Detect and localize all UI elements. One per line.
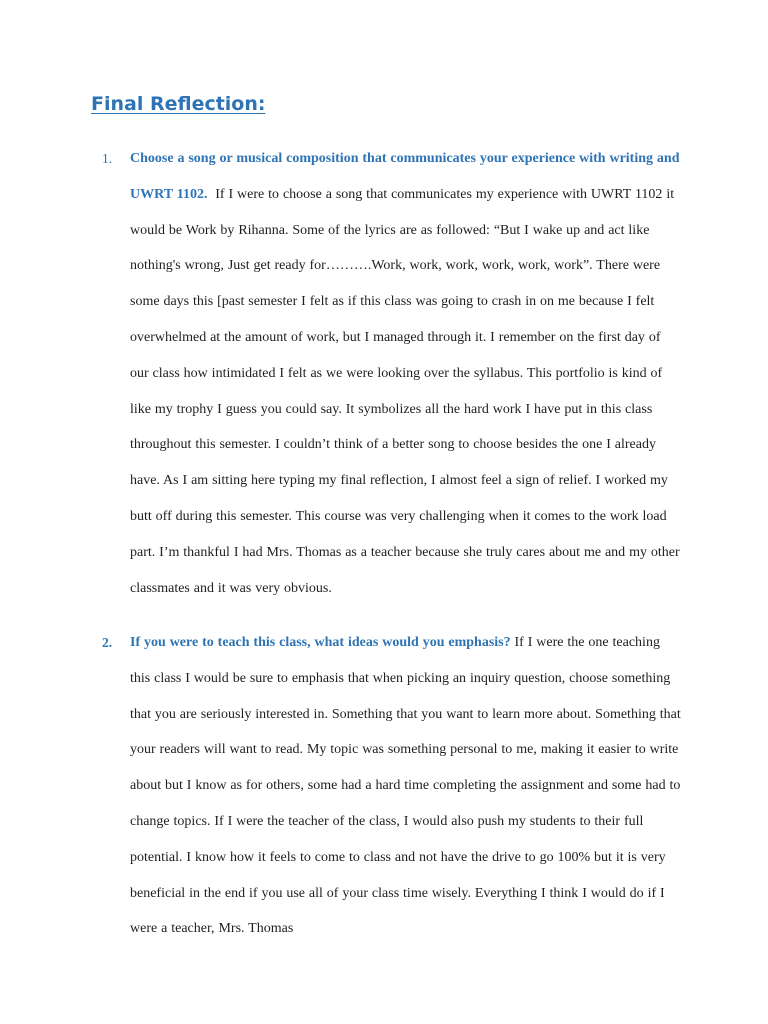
list-item-body xyxy=(130,625,682,947)
list-item-body xyxy=(130,141,682,606)
question-text: Choose a song or musical composition that communicates your experience with writing and UWRT 1102. xyxy=(130,151,680,202)
page-title: Final Reflection: xyxy=(91,93,266,115)
list-item-number: 2. xyxy=(102,635,113,650)
list-item-number: 1. xyxy=(102,151,113,166)
list-item xyxy=(102,141,682,606)
answer-text: If I were the one teaching this class I would be sure to emphasis that when picking an inquiry question, choose something that you are seriously interested in. Something that you want to learn more about. Something that your readers will want to read. My topic was something personal to me, making it easier to write about but I know as for others, some had a hard time completing the assignment and some had to change topics. If I were the teacher of the class, I would also push my students to their full potential. I know how it feels to come to class and not have the drive to go 100% but it is very beneficial in the end if you use all of your class time wisely. Everything I think I would do if I were a teacher, Mrs. Thomas xyxy=(130,635,681,937)
question-text: If you were to teach this class, what ideas would you emphasis? xyxy=(130,635,511,650)
list-item xyxy=(102,625,682,947)
answer-text: If I were to choose a song that communicates my experience with UWRT 1102 it would be Work by Rihanna. Some of the lyrics are as followed: “But I wake up and act like nothing's wrong, Just get ready for……….Work, work, work, work, work, work”. There were some days this [past semester I felt as if this class was going to crash in on me because I felt overwhelmed at the amount of work, but I managed through it. I remember on the first day of our class how intimidated I felt as we were looking over the syllabus. This portfolio is kind of like my trophy I guess you could say. It symbolizes all the hard work I have put in this class throughout this semester. I couldn’t think of a better song to choose besides the one I already have. As I am sitting here typing my final reflection, I almost feel a sign of relief. I worked my butt off during this semester. This course was very challenging when it comes to the work load part. I’m thankful I had Mrs. Thomas as a teacher because she truly cares about me and my other classmates and it was very obvious. xyxy=(130,186,680,596)
